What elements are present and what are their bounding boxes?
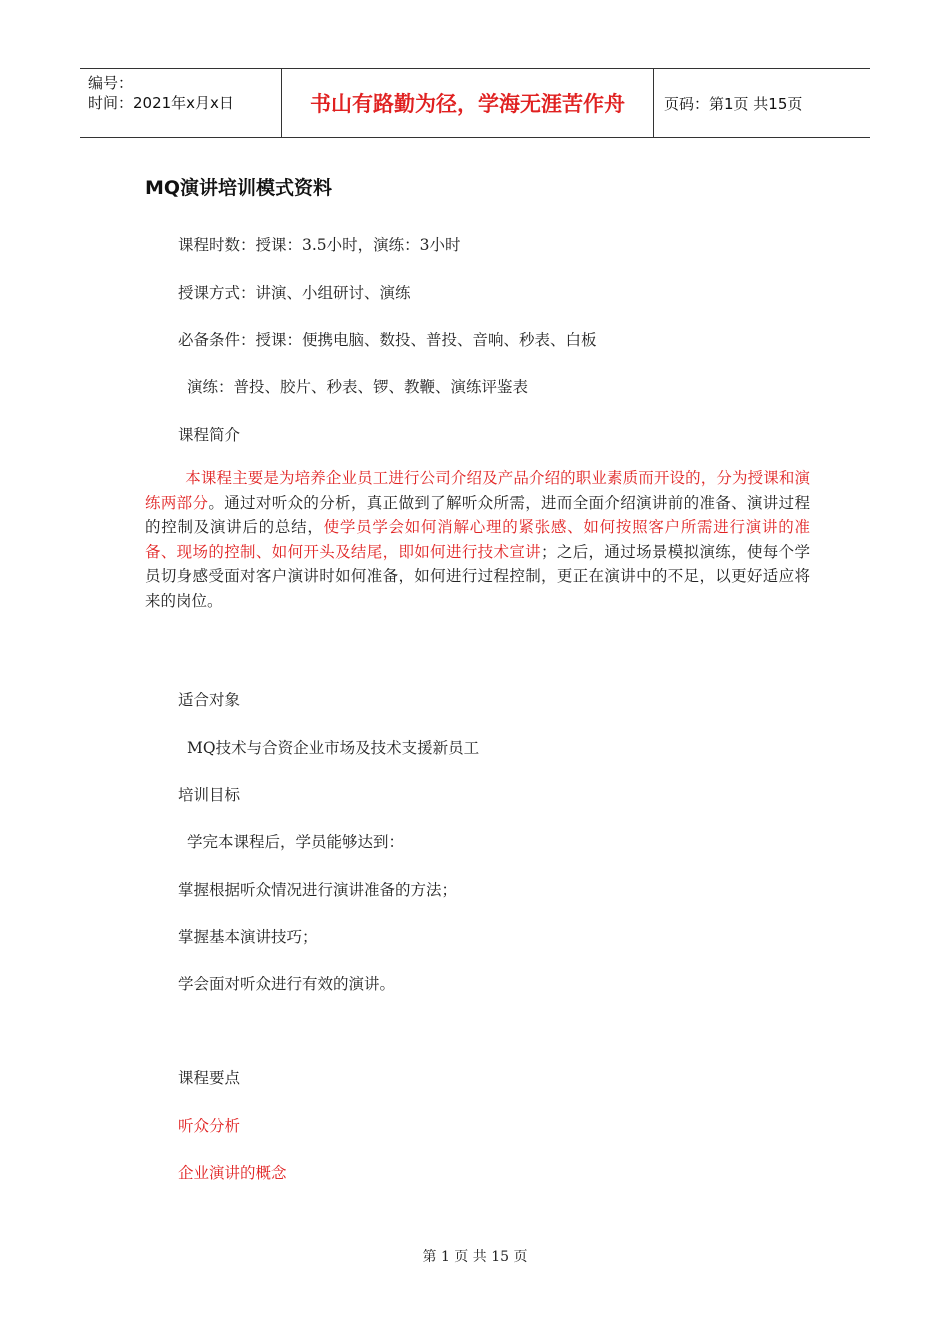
goal-item-2: 掌握基本演讲技巧； bbox=[178, 928, 318, 946]
points-heading: 课程要点 bbox=[178, 1069, 241, 1087]
audience-text: MQ技术与合资企业市场及技术支援新员工 bbox=[187, 739, 480, 757]
header-motto: 书山有路勤为径，学海无涯苦作舟 bbox=[282, 69, 654, 137]
point-item-1: 听众分析 bbox=[178, 1117, 241, 1135]
intro-text-2: 。通过对听众的分析，真正做到了解听众所需，进而全面介绍演讲前的准备、演讲过程的控制及演讲后的总结， bbox=[145, 493, 810, 536]
practice-requirements: 演练：普投、胶片、秒表、锣、教鞭、演练评鉴表 bbox=[187, 378, 529, 396]
teaching-method: 授课方式：讲演、小组研讨、演练 bbox=[178, 284, 411, 302]
point-item-2: 企业演讲的概念 bbox=[178, 1164, 287, 1182]
goal-item-1: 掌握根据听众情况进行演讲准备的方法； bbox=[178, 881, 458, 899]
intro-text-4: ；之后，通过场景模拟演练，使每个学员切身感受面对客户演讲时如何准备，如何进行过程控制，更正在演讲中的不足，以更好适应将来的岗位。 bbox=[145, 542, 810, 610]
intro-red-1: 本课程主要是为培养企业员工进行公司介绍及产品介绍的职业素质而开设的，分为授课和演练两部分 bbox=[145, 469, 810, 512]
requirements: 必备条件：授课：便携电脑、数投、普投、音响、秒表、白板 bbox=[178, 331, 597, 349]
audience-heading: 适合对象 bbox=[178, 691, 241, 709]
header-page-info: 页码：第1页 共15页 bbox=[664, 94, 803, 113]
course-hours: 课程时数：授课：3.5小时，演练：3小时 bbox=[178, 236, 461, 254]
header-meta bbox=[80, 69, 282, 137]
time-label: 时间：2021年x月x日 bbox=[88, 94, 234, 112]
document-title: MQ演讲培训模式资料 bbox=[145, 177, 333, 199]
intro-heading: 课程简介 bbox=[178, 426, 241, 444]
goals-intro: 学完本课程后，学员能够达到： bbox=[187, 833, 405, 851]
document-header bbox=[80, 68, 870, 138]
intro-red-3: 使学员学会如何消解心理的紧张感、如何按照客户所需进行演讲的准备、现场的控制、如何开头及结尾，即如何进行技术宣讲 bbox=[145, 518, 810, 561]
page-footer: 第 1 页 共 15 页 bbox=[422, 1249, 528, 1265]
intro-paragraph bbox=[145, 466, 810, 613]
goals-heading: 培训目标 bbox=[178, 786, 241, 804]
goal-item-3: 学会面对听众进行有效的演讲。 bbox=[178, 975, 396, 993]
number-label: 编号： bbox=[88, 74, 134, 92]
